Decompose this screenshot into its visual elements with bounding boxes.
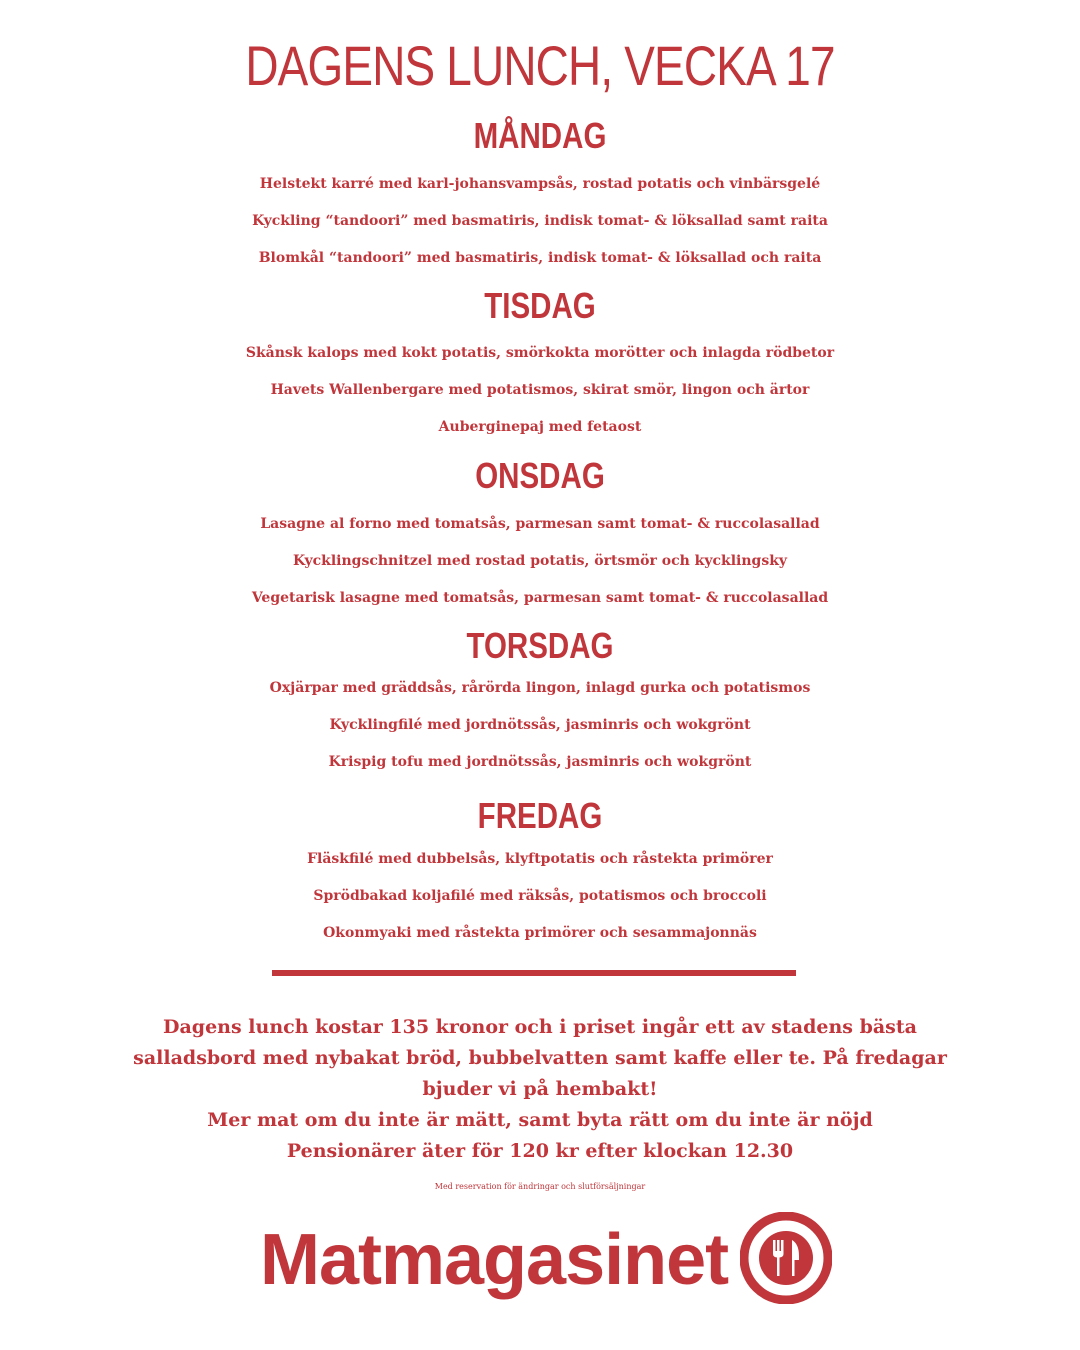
plate-fork-knife-icon (740, 1212, 832, 1304)
day-heading-wednesday: ONSDAG (475, 455, 605, 496)
dish-item: Vegetarisk lasagne med tomatsås, parmesan samt tomat- & ruccolasallad (251, 590, 829, 606)
dish-item: Sprödbakad koljafilé med räksås, potatismos och broccoli (313, 888, 767, 904)
divider (272, 970, 796, 976)
dish-item: Kycklingfilé med jordnötssås, jasminris och wokgrönt (329, 717, 751, 733)
dish-item: Helstekt karré med karl-johansvampsås, rostad potatis och vinbärsgelé (259, 176, 821, 192)
dish-item: Oxjärpar med gräddsås, rårörda lingon, inlagd gurka och potatismos (269, 680, 811, 696)
dish-item: Skånsk kalops med kokt potatis, smörkokta morötter och inlagda rödbetor (245, 345, 835, 361)
dish-item: Okonmyaki med råstekta primörer och sesammajonnäs (323, 925, 757, 941)
dish-item: Blomkål “tandoori” med basmatiris, indisk tomat- & löksallad och raita (258, 250, 822, 266)
dish-item: Kycklingschnitzel med rostad potatis, örtsmör och kycklingsky (292, 553, 788, 569)
day-heading-monday: MÅNDAG (473, 115, 607, 156)
dish-item: Auberginepaj med fetaost (438, 419, 642, 435)
refill-info: Mer mat om du inte är mätt, samt byta rätt om du inte är nöjd (207, 1109, 873, 1131)
reservation-note: Med reservation för ändringar och slutförsäljningar (434, 1182, 646, 1191)
logo (260, 1212, 840, 1312)
dish-item: Havets Wallenbergare med potatismos, skirat smör, lingon och ärtor (270, 382, 810, 398)
dish-item: Fläskfilé med dubbelsås, klyftpotatis och råstekta primörer (307, 851, 773, 867)
day-heading-thursday: TORSDAG (466, 625, 614, 666)
day-heading-tuesday: TISDAG (484, 285, 596, 326)
page-title: DAGENS LUNCH, VECKA 17 (245, 34, 835, 97)
dish-item: Krispig tofu med jordnötssås, jasminris och wokgrönt (328, 754, 752, 770)
dish-item: Kyckling “tandoori” med basmatiris, indisk tomat- & löksallad samt raita (252, 213, 828, 229)
info-block (100, 1012, 980, 1167)
pensioner-info: Pensionärer äter för 120 kr efter klockan 12.30 (286, 1140, 794, 1162)
day-heading-friday: FREDAG (477, 795, 603, 836)
logo-text: Matmagasinet (260, 1220, 729, 1300)
dish-item: Lasagne al forno med tomatsås, parmesan samt tomat- & ruccolasallad (260, 516, 820, 532)
price-info: Dagens lunch kostar 135 kronor och i priset ingår ett av stadens bästa salladsbord med nybakat bröd, bubbelvatten samt kaffe eller te. På fredagar bjuder vi på hembakt! (133, 1016, 947, 1100)
